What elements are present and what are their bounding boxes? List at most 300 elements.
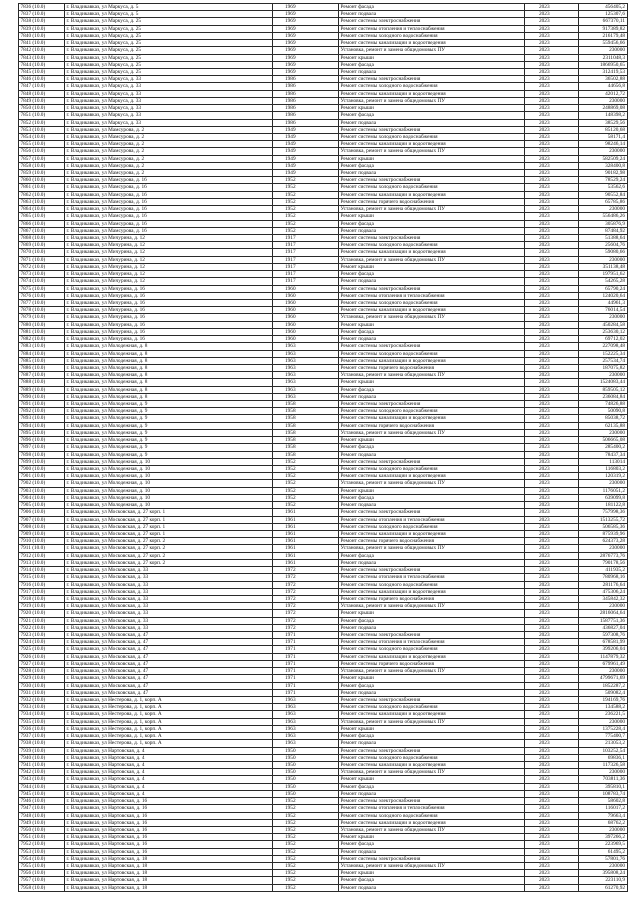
- amount-cell: 475306,24: [579, 589, 628, 595]
- table-row: [19, 639, 628, 646]
- amount-cell: 230000: [579, 257, 628, 263]
- plan-year-cell: 2023: [525, 683, 579, 689]
- address-cell: г. Владикавказ, ул Нестерова, д. 1, корп. А: [65, 704, 273, 710]
- table-row: [19, 632, 628, 639]
- work-type-cell: Ремонт крыши: [339, 776, 525, 782]
- amount-cell: 395810,1: [579, 784, 628, 790]
- plan-year-cell: 2023: [525, 459, 579, 465]
- table-row: [19, 372, 628, 379]
- amount-cell: 148398,2: [579, 112, 628, 118]
- work-type-cell: Установка, ремонт и замена общедомовых ПУ: [339, 47, 525, 53]
- address-cell: г. Владикавказ, ул Мамсурова, д. 2: [65, 170, 273, 176]
- table-row: [19, 610, 628, 617]
- build-year-cell: 1986: [273, 83, 339, 89]
- row-id-cell: 7840 (10.0): [19, 33, 65, 39]
- plan-year-cell: 2023: [525, 654, 579, 660]
- work-type-cell: Ремонт системы электроснабжения: [339, 343, 525, 349]
- row-id-cell: 7872 (10.0): [19, 264, 65, 270]
- work-type-cell: Ремонт подвала: [339, 394, 525, 400]
- row-id-cell: 7945 (10.0): [19, 791, 65, 797]
- address-cell: г. Владикавказ, ул Нартовская, д. 16: [65, 805, 273, 811]
- build-year-cell: 1958: [273, 423, 339, 429]
- row-id-cell: 7850 (10.0): [19, 105, 65, 111]
- build-year-cell: 1950: [273, 776, 339, 782]
- address-cell: г. Владикавказ, ул Мичурина, д. 16: [65, 307, 273, 313]
- build-year-cell: 1986: [273, 98, 339, 104]
- address-cell: г. Владикавказ, ул Нартовская, д. 18: [65, 856, 273, 862]
- address-cell: г. Владикавказ, ул Московская, д. 27 корп. 2: [65, 545, 273, 551]
- row-id-cell: 7933 (10.0): [19, 704, 65, 710]
- build-year-cell: 1949: [273, 127, 339, 133]
- table-row: [19, 387, 628, 394]
- build-year-cell: 1963: [273, 387, 339, 393]
- plan-year-cell: 2023: [525, 415, 579, 421]
- amount-cell: 328400,8: [579, 163, 628, 169]
- plan-year-cell: 2023: [525, 336, 579, 342]
- plan-year-cell: 2023: [525, 228, 579, 234]
- work-type-cell: Ремонт подвала: [339, 170, 525, 176]
- row-id-cell: 7949 (10.0): [19, 820, 65, 826]
- work-type-cell: Ремонт подвала: [339, 740, 525, 746]
- build-year-cell: 1917: [273, 264, 339, 270]
- row-id-cell: 7932 (10.0): [19, 697, 65, 703]
- work-type-cell: Ремонт системы электроснабжения: [339, 459, 525, 465]
- build-year-cell: 1961: [273, 517, 339, 523]
- plan-year-cell: 2023: [525, 26, 579, 32]
- address-cell: г. Владикавказ, ул Молодежная, д. 10: [65, 502, 273, 508]
- amount-cell: 87484,92: [579, 228, 628, 234]
- build-year-cell: 1969: [273, 62, 339, 68]
- amount-cell: 85120,68: [579, 127, 628, 133]
- amount-cell: 227098,48: [579, 343, 628, 349]
- plan-year-cell: 2023: [525, 105, 579, 111]
- amount-cell: 2816064,64: [579, 610, 628, 616]
- build-year-cell: 1986: [273, 120, 339, 126]
- row-id-cell: 7839 (10.0): [19, 26, 65, 32]
- build-year-cell: 1952: [273, 827, 339, 833]
- plan-year-cell: 2023: [525, 156, 579, 162]
- plan-year-cell: 2023: [525, 574, 579, 580]
- plan-year-cell: 2023: [525, 271, 579, 277]
- work-type-cell: Ремонт крыши: [339, 322, 525, 328]
- table-row: [19, 242, 628, 249]
- amount-cell: 399206,04: [579, 646, 628, 652]
- row-id-cell: 7939 (10.0): [19, 748, 65, 754]
- work-type-cell: Ремонт системы электроснабжения: [339, 748, 525, 754]
- plan-year-cell: 2023: [525, 769, 579, 775]
- amount-cell: 62135,88: [579, 423, 628, 429]
- address-cell: г. Владикавказ, ул Молодежная, д. 10: [65, 473, 273, 479]
- work-type-cell: Ремонт подвала: [339, 278, 525, 284]
- address-cell: г. Владикавказ, ул Мамсурова, д. 16: [65, 199, 273, 205]
- amount-cell: 230000: [579, 372, 628, 378]
- row-id-cell: 7845 (10.0): [19, 69, 65, 75]
- work-type-cell: Ремонт системы холодного водоснабжения: [339, 33, 525, 39]
- table-row: [19, 560, 628, 567]
- address-cell: г. Владикавказ, ул Мичурина, д. 16: [65, 293, 273, 299]
- amount-cell: 116803,2: [579, 466, 628, 472]
- address-cell: г. Владикавказ, ул Молодежная, д. 9: [65, 408, 273, 414]
- amount-cell: 98246,14: [579, 141, 628, 147]
- amount-cell: 53562,6: [579, 184, 628, 190]
- build-year-cell: 1960: [273, 307, 339, 313]
- row-id-cell: 7919 (10.0): [19, 603, 65, 609]
- table-row: [19, 105, 628, 112]
- plan-year-cell: 2023: [525, 466, 579, 472]
- address-cell: г. Владикавказ, ул Московская, д. 27 корп. 1: [65, 531, 273, 537]
- build-year-cell: 1958: [273, 408, 339, 414]
- plan-year-cell: 2023: [525, 726, 579, 732]
- table-row: [19, 401, 628, 408]
- table-row: [19, 834, 628, 841]
- amount-cell: 559456,66: [579, 40, 628, 46]
- address-cell: г. Владикавказ, ул Московская, д. 27 корп. 1: [65, 509, 273, 515]
- plan-year-cell: 2023: [525, 401, 579, 407]
- plan-year-cell: 2023: [525, 76, 579, 82]
- build-year-cell: 1963: [273, 704, 339, 710]
- row-id-cell: 7920 (10.0): [19, 610, 65, 616]
- row-id-cell: 7929 (10.0): [19, 675, 65, 681]
- address-cell: г. Владикавказ, ул Нартовская, д. 4: [65, 762, 273, 768]
- table-row: [19, 336, 628, 343]
- address-cell: г. Владикавказ, ул Нартовская, д. 4: [65, 755, 273, 761]
- address-cell: г. Владикавказ, ул Нестерова, д. 1, корп. А: [65, 726, 273, 732]
- address-cell: г. Владикавказ, ул Маркуса, д. 33: [65, 91, 273, 97]
- build-year-cell: 1961: [273, 509, 339, 515]
- address-cell: г. Владикавказ, ул Молодежная, д. 9: [65, 401, 273, 407]
- build-year-cell: 1972: [273, 603, 339, 609]
- row-id-cell: 7875 (10.0): [19, 286, 65, 292]
- amount-cell: 230000: [579, 603, 628, 609]
- table-row: [19, 184, 628, 191]
- address-cell: г. Владикавказ, ул Молодежная, д. 8: [65, 387, 273, 393]
- table-row: [19, 524, 628, 531]
- table-row: [19, 798, 628, 805]
- row-id-cell: 7886 (10.0): [19, 365, 65, 371]
- row-id-cell: 7862 (10.0): [19, 192, 65, 198]
- address-cell: г. Владикавказ, ул Московская, д. 47: [65, 683, 273, 689]
- row-id-cell: 7938 (10.0): [19, 740, 65, 746]
- table-row: [19, 473, 628, 480]
- address-cell: г. Владикавказ, ул Московская, д. 33: [65, 596, 273, 602]
- row-id-cell: 7859 (10.0): [19, 170, 65, 176]
- work-type-cell: Ремонт системы отопления и теплоснабжения: [339, 805, 525, 811]
- row-id-cell: 7897 (10.0): [19, 444, 65, 450]
- plan-year-cell: 2023: [525, 264, 579, 270]
- build-year-cell: 1963: [273, 719, 339, 725]
- table-row: [19, 307, 628, 314]
- row-id-cell: 7924 (10.0): [19, 639, 65, 645]
- address-cell: г. Владикавказ, ул Мамсурова, д. 16: [65, 228, 273, 234]
- work-type-cell: Ремонт фасада: [339, 163, 525, 169]
- plan-year-cell: 2023: [525, 711, 579, 717]
- row-id-cell: 7928 (10.0): [19, 668, 65, 674]
- amount-cell: 69712,02: [579, 336, 628, 342]
- work-type-cell: Ремонт системы отопления и теплоснабжения: [339, 517, 525, 523]
- plan-year-cell: 2023: [525, 704, 579, 710]
- build-year-cell: 1971: [273, 654, 339, 660]
- build-year-cell: 1958: [273, 437, 339, 443]
- work-type-cell: Ремонт системы электроснабжения: [339, 286, 525, 292]
- table-row: [19, 574, 628, 581]
- plan-year-cell: 2023: [525, 98, 579, 104]
- build-year-cell: 1952: [273, 502, 339, 508]
- row-id-cell: 7948 (10.0): [19, 813, 65, 819]
- address-cell: г. Владикавказ, ул Молодежная, д. 10: [65, 459, 273, 465]
- row-id-cell: 7855 (10.0): [19, 141, 65, 147]
- amount-cell: 509082,4: [579, 690, 628, 696]
- build-year-cell: 1961: [273, 545, 339, 551]
- address-cell: г. Владикавказ, ул Мамсурова, д. 2: [65, 134, 273, 140]
- row-id-cell: 7957 (10.0): [19, 877, 65, 883]
- amount-cell: 285400,2: [579, 444, 628, 450]
- plan-year-cell: 2023: [525, 480, 579, 486]
- table-row: [19, 394, 628, 401]
- build-year-cell: 1963: [273, 711, 339, 717]
- work-type-cell: Ремонт подвала: [339, 228, 525, 234]
- plan-year-cell: 2023: [525, 18, 579, 24]
- build-year-cell: 1963: [273, 343, 339, 349]
- row-id-cell: 7891 (10.0): [19, 401, 65, 407]
- address-cell: г. Владикавказ, ул Московская, д. 47: [65, 632, 273, 638]
- amount-cell: 1375228,4: [579, 726, 628, 732]
- work-type-cell: Ремонт подвала: [339, 690, 525, 696]
- address-cell: г. Владикавказ, ул Молодежная, д. 9: [65, 452, 273, 458]
- work-type-cell: Ремонт системы отопления и теплоснабжения: [339, 26, 525, 32]
- build-year-cell: 1963: [273, 733, 339, 739]
- work-type-cell: Ремонт системы горячего водоснабжения: [339, 596, 525, 602]
- work-type-cell: Ремонт системы электроснабжения: [339, 235, 525, 241]
- amount-cell: 90552,84: [579, 192, 628, 198]
- amount-cell: 667370,11: [579, 18, 628, 24]
- work-type-cell: Ремонт подвала: [339, 791, 525, 797]
- build-year-cell: 1950: [273, 755, 339, 761]
- table-row: [19, 596, 628, 603]
- row-id-cell: 7905 (10.0): [19, 502, 65, 508]
- build-year-cell: 1969: [273, 47, 339, 53]
- amount-cell: 230000: [579, 47, 628, 53]
- work-type-cell: Ремонт фасада: [339, 618, 525, 624]
- address-cell: г. Владикавказ, ул Московская, д. 27 корп. 2: [65, 553, 273, 559]
- table-row: [19, 444, 628, 451]
- plan-year-cell: 2023: [525, 697, 579, 703]
- work-type-cell: Ремонт крыши: [339, 379, 525, 385]
- amount-cell: 2311048,3: [579, 55, 628, 61]
- work-type-cell: Ремонт системы канализации и водоотведения: [339, 820, 525, 826]
- amount-cell: 74826,88: [579, 401, 628, 407]
- amount-cell: 78529,24: [579, 177, 628, 183]
- build-year-cell: 1952: [273, 870, 339, 876]
- build-year-cell: 1961: [273, 553, 339, 559]
- row-id-cell: 7878 (10.0): [19, 307, 65, 313]
- work-type-cell: Ремонт крыши: [339, 55, 525, 61]
- table-row: [19, 127, 628, 134]
- amount-cell: 69836,1: [579, 755, 628, 761]
- build-year-cell: 1950: [273, 791, 339, 797]
- amount-cell: 38529,56: [579, 120, 628, 126]
- address-cell: г. Владикавказ, ул Мичурина, д. 12: [65, 235, 273, 241]
- amount-cell: 194169,76: [579, 697, 628, 703]
- amount-cell: 42012,72: [579, 91, 628, 97]
- work-type-cell: Ремонт системы электроснабжения: [339, 856, 525, 862]
- plan-year-cell: 2023: [525, 582, 579, 588]
- row-id-cell: 7954 (10.0): [19, 856, 65, 862]
- row-id-cell: 7958 (10.0): [19, 885, 65, 891]
- amount-cell: 1147879,32: [579, 654, 628, 660]
- amount-cell: 59080,66: [579, 249, 628, 255]
- work-type-cell: Установка, ремонт и замена общедомовых ПУ: [339, 480, 525, 486]
- work-type-cell: Ремонт системы канализации и водоотведения: [339, 192, 525, 198]
- row-id-cell: 7936 (10.0): [19, 726, 65, 732]
- amount-cell: 116017,2: [579, 805, 628, 811]
- plan-year-cell: 2023: [525, 560, 579, 566]
- build-year-cell: 1917: [273, 242, 339, 248]
- amount-cell: 678581,99: [579, 639, 628, 645]
- address-cell: г. Владикавказ, ул Мамсурова, д. 16: [65, 184, 273, 190]
- amount-cell: 859505,12: [579, 387, 628, 393]
- build-year-cell: 1963: [273, 365, 339, 371]
- plan-year-cell: 2023: [525, 639, 579, 645]
- build-year-cell: 1952: [273, 841, 339, 847]
- build-year-cell: 1960: [273, 293, 339, 299]
- address-cell: г. Владикавказ, ул Молодежная, д. 10: [65, 480, 273, 486]
- work-type-cell: Ремонт системы холодного водоснабжения: [339, 242, 525, 248]
- address-cell: г. Владикавказ, ул Московская, д. 33: [65, 567, 273, 573]
- address-cell: г. Владикавказ, ул Нестерова, д. 1, корп. А: [65, 711, 273, 717]
- row-id-cell: 7868 (10.0): [19, 235, 65, 241]
- address-cell: г. Владикавказ, ул Нестерова, д. 1, корп. А: [65, 733, 273, 739]
- amount-cell: 456405,2: [579, 4, 628, 10]
- amount-cell: 917389,82: [579, 26, 628, 32]
- table-row: [19, 625, 628, 632]
- row-id-cell: 7869 (10.0): [19, 242, 65, 248]
- build-year-cell: 1952: [273, 805, 339, 811]
- amount-cell: 124020,64: [579, 293, 628, 299]
- address-cell: г. Владикавказ, ул Московская, д. 33: [65, 625, 273, 631]
- table-row: [19, 365, 628, 372]
- work-type-cell: Ремонт подвала: [339, 336, 525, 342]
- work-type-cell: Ремонт фасада: [339, 841, 525, 847]
- plan-year-cell: 2023: [525, 437, 579, 443]
- plan-year-cell: 2023: [525, 740, 579, 746]
- plan-year-cell: 2023: [525, 646, 579, 652]
- plan-year-cell: 2023: [525, 784, 579, 790]
- plan-year-cell: 2023: [525, 33, 579, 39]
- plan-year-cell: 2023: [525, 343, 579, 349]
- row-id-cell: 7895 (10.0): [19, 430, 65, 436]
- table-row: [19, 199, 628, 206]
- amount-cell: 703811,36: [579, 776, 628, 782]
- address-cell: г. Владикавказ, ул Мамсурова, д. 2: [65, 148, 273, 154]
- amount-cell: 230000: [579, 719, 628, 725]
- address-cell: г. Владикавказ, ул Молодежная, д. 9: [65, 444, 273, 450]
- table-row: [19, 62, 628, 69]
- plan-year-cell: 2023: [525, 863, 579, 869]
- work-type-cell: Ремонт системы отопления и теплоснабжения: [339, 574, 525, 580]
- build-year-cell: 1963: [273, 726, 339, 732]
- row-id-cell: 7853 (10.0): [19, 127, 65, 133]
- work-type-cell: Установка, ремонт и замена общедомовых ПУ: [339, 719, 525, 725]
- address-cell: г. Владикавказ, ул Молодежная, д. 8: [65, 351, 273, 357]
- amount-cell: 187075,82: [579, 365, 628, 371]
- address-cell: г. Владикавказ, ул Московская, д. 47: [65, 639, 273, 645]
- plan-year-cell: 2023: [525, 755, 579, 761]
- table-row: [19, 213, 628, 220]
- plan-year-cell: 2023: [525, 452, 579, 458]
- table-row: [19, 784, 628, 791]
- build-year-cell: 1952: [273, 480, 339, 486]
- table-row: [19, 322, 628, 329]
- row-id-cell: 7841 (10.0): [19, 40, 65, 46]
- table-row: [19, 278, 628, 285]
- row-id-cell: 7930 (10.0): [19, 683, 65, 689]
- table-row: [19, 740, 628, 747]
- table-row: [19, 820, 628, 827]
- address-cell: г. Владикавказ, ул Мамсурова, д. 2: [65, 156, 273, 162]
- table-row: [19, 517, 628, 524]
- row-id-cell: 7943 (10.0): [19, 776, 65, 782]
- amount-cell: 775400,7: [579, 733, 628, 739]
- work-type-cell: Ремонт системы горячего водоснабжения: [339, 661, 525, 667]
- work-type-cell: Ремонт фасада: [339, 4, 525, 10]
- table-row: [19, 827, 628, 834]
- amount-cell: 624373,28: [579, 538, 628, 544]
- work-type-cell: Ремонт крыши: [339, 213, 525, 219]
- plan-year-cell: 2023: [525, 668, 579, 674]
- build-year-cell: 1917: [273, 257, 339, 263]
- table-row: [19, 55, 628, 62]
- row-id-cell: 7955 (10.0): [19, 863, 65, 869]
- table-row: [19, 495, 628, 502]
- plan-year-cell: 2023: [525, 517, 579, 523]
- row-id-cell: 7902 (10.0): [19, 480, 65, 486]
- amount-cell: 68762,2: [579, 820, 628, 826]
- build-year-cell: 1963: [273, 372, 339, 378]
- plan-year-cell: 2023: [525, 509, 579, 515]
- plan-year-cell: 2023: [525, 387, 579, 393]
- row-id-cell: 7946 (10.0): [19, 798, 65, 804]
- address-cell: г. Владикавказ, ул Нартовская, д. 16: [65, 820, 273, 826]
- table-row: [19, 733, 628, 740]
- plan-year-cell: 2023: [525, 351, 579, 357]
- work-schedule-table: [18, 3, 628, 892]
- amount-cell: 230000: [579, 545, 628, 551]
- amount-cell: 108783,74: [579, 791, 628, 797]
- amount-cell: 230000: [579, 98, 628, 104]
- amount-cell: 436827,04: [579, 625, 628, 631]
- row-id-cell: 7953 (10.0): [19, 849, 65, 855]
- amount-cell: 230000: [579, 148, 628, 154]
- row-id-cell: 7884 (10.0): [19, 351, 65, 357]
- table-row: [19, 856, 628, 863]
- amount-cell: 253630,12: [579, 329, 628, 335]
- address-cell: г. Владикавказ, ул Нартовская, д. 18: [65, 877, 273, 883]
- work-type-cell: Ремонт системы электроснабжения: [339, 798, 525, 804]
- address-cell: г. Владикавказ, ул Маркуса, д. 33: [65, 76, 273, 82]
- address-cell: г. Владикавказ, ул Московская, д. 33: [65, 589, 273, 595]
- build-year-cell: 1961: [273, 524, 339, 530]
- build-year-cell: 1917: [273, 249, 339, 255]
- work-type-cell: Ремонт системы холодного водоснабжения: [339, 351, 525, 357]
- build-year-cell: 1986: [273, 112, 339, 118]
- build-year-cell: 1969: [273, 40, 339, 46]
- plan-year-cell: 2023: [525, 235, 579, 241]
- build-year-cell: 1972: [273, 618, 339, 624]
- plan-year-cell: 2023: [525, 748, 579, 754]
- build-year-cell: 1952: [273, 213, 339, 219]
- table-row: [19, 314, 628, 321]
- build-year-cell: 1952: [273, 228, 339, 234]
